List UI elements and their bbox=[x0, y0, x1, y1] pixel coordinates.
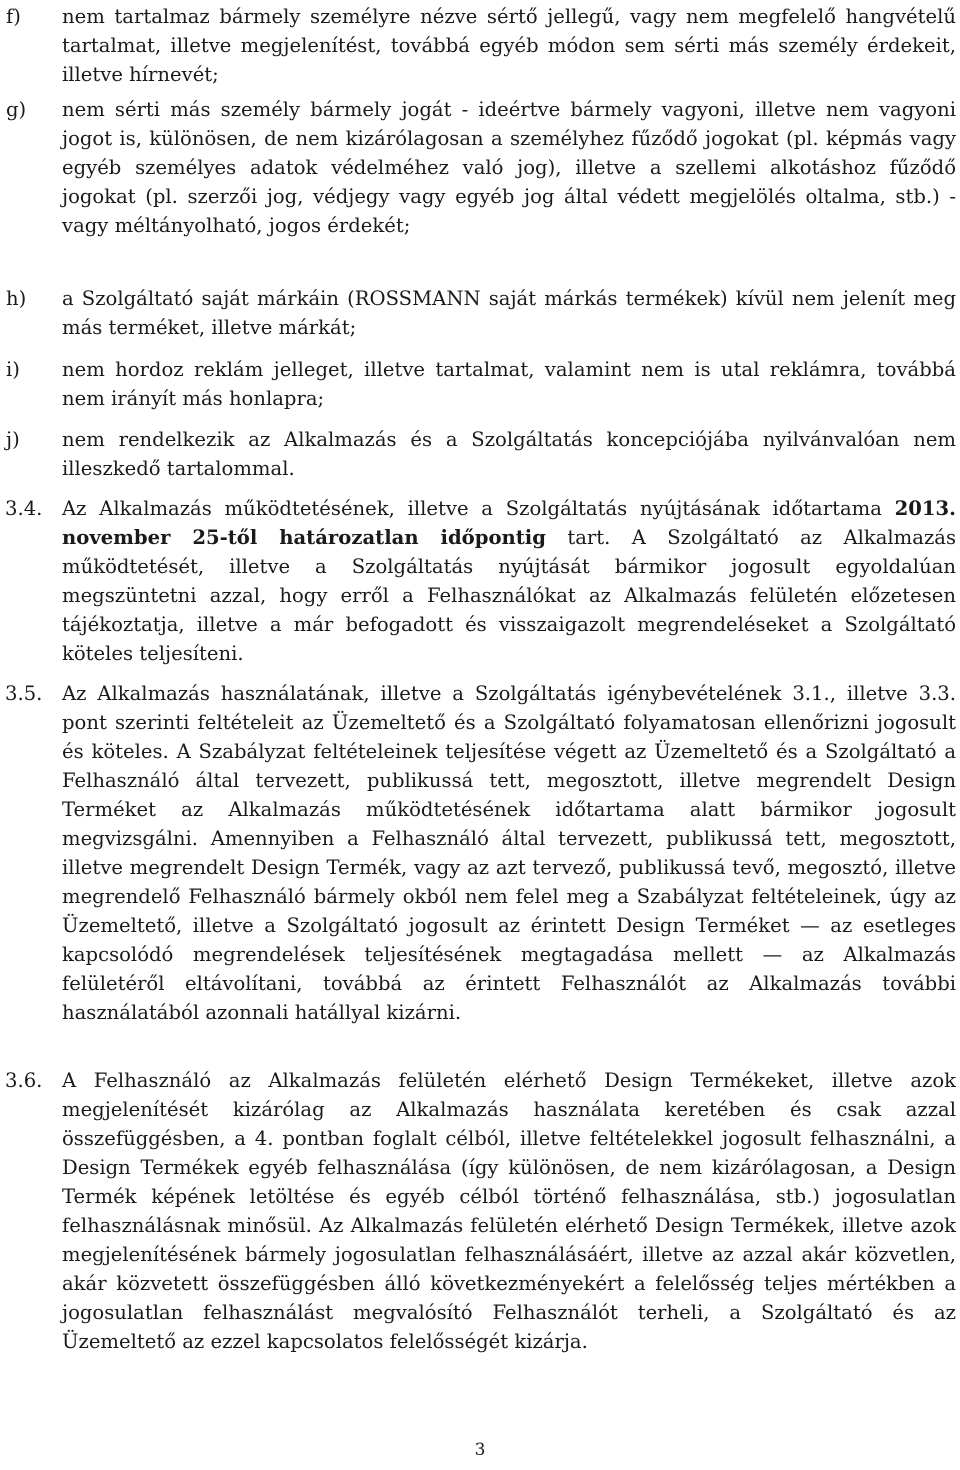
bold-period-text: 2013. november 25-től határozatlan időpontig bbox=[62, 497, 956, 549]
section-number: 3.6. bbox=[5, 1069, 43, 1092]
section-text: A Felhasználó az Alkalmazás felületén elérhető Design Termékeket, illetve azok megjelenítését kizárólag az Alkalmazás használata keretében és csak azzal összefüggésben, a 4. pontban foglalt célból, illetve feltételekkel jogosult felhasználni, a Design Termékek egyéb felhasználása (így különösen, de nem kizárólagosan, a Design Termék képének letöltése és egyéb célból történő felhasználása, stb.) jogosulatlan felhasználásnak minősül. Az Alkalmazás felületén elérhető Design Termékek, illetve azok megjelenítésének bármely jogosulatlan felhasználásáért, illetve az azzal akár közvetlen, akár közvetett összefüggésben álló következményekért a felelősség teljes mértékben a jogosulatlan felhasználást megvalósító Felhasználót terheli, a Szolgáltató és az Üzemeltető az ezzel kapcsolatos felelősségét kizárja. bbox=[62, 1069, 956, 1353]
list-item-label: h) bbox=[6, 287, 27, 310]
list-item-label: f) bbox=[6, 5, 21, 28]
section-3-6 bbox=[5, 1066, 956, 1356]
section-3-4 bbox=[5, 494, 957, 668]
list-item-label: j) bbox=[6, 428, 20, 451]
list-item-label: g) bbox=[6, 98, 27, 121]
section-number: 3.5. bbox=[5, 682, 43, 705]
list-item-j bbox=[6, 425, 956, 483]
list-item-text: a Szolgáltató saját márkáin (ROSSMANN saját márkás termékek) kívül nem jelenít meg más terméket, illetve márkát; bbox=[62, 287, 956, 339]
list-item-label: i) bbox=[6, 358, 20, 381]
list-item-text: nem sérti más személy bármely jogát - ideértve bármely vagyoni, illetve nem vagyoni jogot is, különösen, de nem kizárólagosan a személyhez fűződő jogokat (pl. képmás vagy egyéb személyes adatok védelméhez való jog), illetve a szellemi alkotáshoz fűződő jogokat (pl. szerzői jog, védjegy vagy egyéb jog által védett megjelölés oltalma, stb.) - vagy méltányolható, jogos érdekét; bbox=[62, 98, 956, 237]
list-item-h bbox=[6, 284, 956, 342]
section-text-part: Az Alkalmazás működtetésének, illetve a Szolgáltatás nyújtásának időtartama bbox=[62, 497, 895, 520]
section-text bbox=[62, 494, 956, 668]
list-item-text: nem hordoz reklám jelleget, illetve tartalmat, valamint nem is utal reklámra, továbbá nem irányít más honlapra; bbox=[62, 358, 956, 410]
list-item-text: nem rendelkezik az Alkalmazás és a Szolgáltatás koncepciójába nyilvánvalóan nem illeszkedő tartalommal. bbox=[62, 428, 956, 480]
list-item-text: nem tartalmaz bármely személyre nézve sértő jellegű, vagy nem megfelelő hangvételű tartalmat, illetve megjelenítést, továbbá egyéb módon sem sérti más személy érdekeit, illetve hírnevét; bbox=[62, 5, 956, 86]
page-number: 3 bbox=[474, 1440, 486, 1460]
list-item-f bbox=[6, 2, 956, 89]
section-text-part: tart. A Szolgáltató az Alkalmazás működtetését, illetve a Szolgáltatás nyújtását bármikor jogosult egyoldalúan megszüntetni azzal, hogy erről a Felhasználókat az Alkalmazás felületén előzetesen tájékoztatja, illetve a már befogadott és visszaigazolt megrendeléseket a Szolgáltató köteles teljesíteni. bbox=[62, 526, 957, 665]
list-item-g bbox=[6, 95, 956, 240]
section-number: 3.4. bbox=[5, 497, 43, 520]
section-text: Az Alkalmazás használatának, illetve a Szolgáltatás igénybevételének 3.1., illetve 3.3. pont szerinti feltételeit az Üzemeltető és a Szolgáltató folyamatosan ellenőrizni jogosult és köteles. A Szabályzat feltételeinek teljesítése végett az Üzemeltető és a Szolgáltató a Felhasználó által tervezett, publikussá tett, megosztott, illetve megrendelt Design Terméket az Alkalmazás működtetésének időtartama alatt bármikor jogosult megvizsgálni. Amennyiben a Felhasználó által tervezett, publikussá tett, megosztott, illetve megrendelt Design Termék, vagy az azt tervező, publikussá tevő, megosztó, illetve megrendelő Felhasználó bármely okból nem felel meg a Szabályzat feltételeinek, úgy az Üzemeltető, illetve a Szolgáltató jogosult az érintett Design Terméket — az esetleges kapcsolódó megrendelések teljesítésének megtagadása mellett — az Alkalmazás felületéről eltávolítani, továbbá az érintett Felhasználót az Alkalmazás további használatából azonnali hatállyal kizárni. bbox=[62, 682, 956, 1024]
list-item-i bbox=[6, 355, 956, 413]
section-3-5 bbox=[5, 679, 956, 1027]
